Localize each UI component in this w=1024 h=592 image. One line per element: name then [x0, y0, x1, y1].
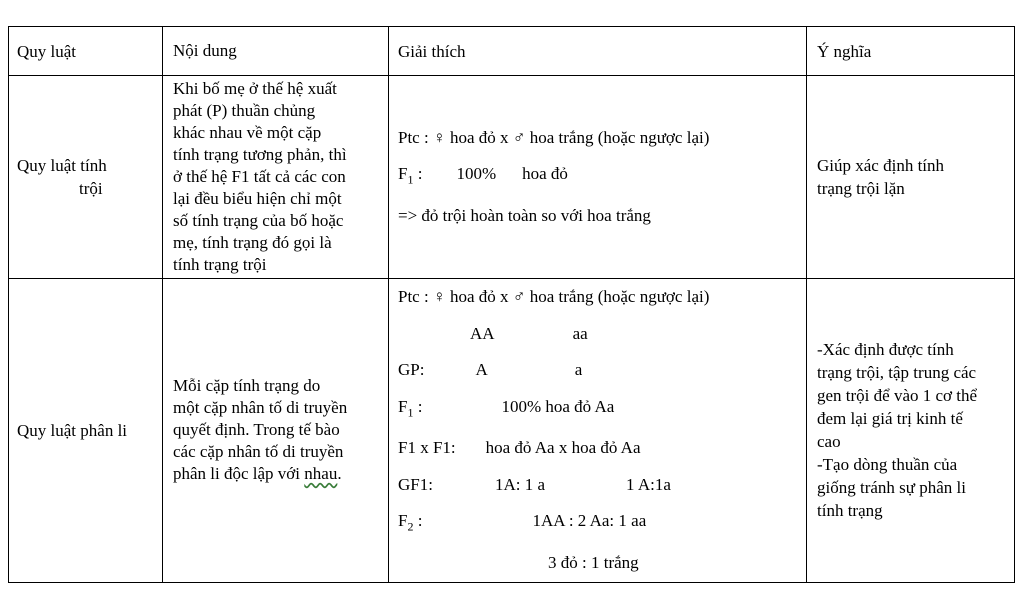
f1-percent: 100% [456, 164, 497, 184]
content-line: Khi bố mẹ ở thế hệ xuất [173, 79, 337, 98]
content-line: số tính trạng của bố hoặc [173, 211, 344, 230]
content-line: tính trạng trội [173, 255, 267, 274]
meaning-line: cao [817, 432, 841, 452]
gf1-label: GF1: [398, 474, 433, 494]
f1xf1-cross: hoa đỏ Aa x hoa đỏ Aa [485, 438, 641, 458]
f1-separator: : [413, 164, 423, 184]
meaning-segregation-cell [807, 279, 1015, 583]
meaning-dominance-cell [807, 76, 1015, 279]
cross-line: Ptc : ♀ hoa đỏ x ♂ hoa trắng (hoặc ngược lại) [398, 127, 710, 147]
gp-dominant: A [475, 360, 488, 379]
f1-label: F [398, 164, 408, 184]
meaning-line: giống tránh sự phân li [817, 478, 966, 498]
table-row-segregation [9, 279, 1015, 583]
meaning-line: đem lại giá trị kinh tế [817, 409, 963, 429]
f2-label: F [398, 511, 408, 531]
genotype-aa-recessive: aa [572, 323, 588, 343]
phenotype-ratio: 3 đỏ : 1 trắng [548, 553, 639, 573]
content-line-text: phân li độc lập với [173, 464, 305, 484]
law-line: Quy luật phân li [17, 420, 128, 440]
meaning-line: -Tạo dòng thuần của [817, 455, 958, 475]
f2-line [398, 503, 798, 545]
content-line: Mỗi cặp tính trạng do [173, 376, 321, 396]
meaning-line: -Xác định được tính [817, 340, 954, 360]
f2-genotype-ratio: 1AA : 2 Aa: 1 aa [532, 511, 647, 531]
meaning-line: gen trội để vào 1 cơ thể [817, 386, 978, 406]
f1-label: F [398, 396, 408, 416]
law-segregation-cell [9, 279, 163, 583]
f1-separator: : [413, 396, 423, 416]
header-meaning: Ý nghĩa [807, 27, 1015, 76]
explanation-segregation-cell [389, 279, 807, 583]
genotype-aa-dominant: AA [470, 323, 495, 343]
f1-line [398, 156, 798, 198]
table-row-dominance [9, 76, 1015, 279]
law-line: trội [79, 179, 103, 198]
f1xf1-line [398, 430, 798, 467]
content-line: các cặp nhân tố di truyền [173, 442, 344, 462]
law-line: Quy luật tính [17, 156, 107, 175]
spellcheck-word: nhau [304, 464, 338, 484]
header-row [9, 27, 1015, 76]
meaning-line: Giúp xác định tính [817, 156, 945, 175]
f1-subscript: 1 [407, 172, 414, 187]
meaning-line: trạng trội lặn [817, 179, 905, 198]
content-dominance-cell [163, 76, 389, 279]
conclusion-line: => đỏ trội hoàn toàn so với hoa trắng [398, 205, 651, 225]
explanation-dominance-cell [389, 76, 807, 279]
f1-line [398, 389, 798, 431]
content-line: quyết định. Trong tế bào [173, 420, 340, 440]
content-line: tính trạng tương phản, thì [173, 145, 347, 164]
gf1-gametes-2: 1 A:1a [626, 474, 671, 494]
gp-line [398, 352, 798, 389]
content-line: mẹ, tính trạng đó gọi là [173, 233, 332, 252]
content-line: lại đều biểu hiện chỉ một [173, 189, 342, 208]
content-line: phát (P) thuần chủng [173, 101, 316, 120]
gp-label: GP: [398, 360, 425, 379]
content-line: khác nhau về một cặp [173, 123, 322, 142]
content-line: ở thế hệ F1 tất cả các con [173, 167, 346, 186]
law-dominance-cell [9, 76, 163, 279]
genetics-laws-table [8, 26, 1015, 583]
f1xf1-label: F1 x F1: [398, 438, 456, 458]
gp-recessive: a [574, 360, 583, 379]
gf1-line [398, 467, 798, 504]
meaning-line: tính trạng [817, 501, 883, 521]
f2-separator: : [413, 511, 423, 531]
gf1-gametes-1: 1A: 1 a [494, 474, 546, 494]
header-content: Nội dung [163, 27, 389, 76]
content-line: một cặp nhân tố di truyền [173, 398, 348, 418]
content-line [173, 463, 384, 485]
f1-result: hoa đỏ [522, 164, 568, 184]
content-segregation-cell [163, 279, 389, 583]
genotype-line [398, 316, 798, 353]
header-explanation: Giải thích [389, 27, 807, 76]
header-law: Quy luật [9, 27, 163, 76]
cross-line: Ptc : ♀ hoa đỏ x ♂ hoa trắng (hoặc ngược lại) [398, 287, 710, 306]
f1-subscript: 1 [407, 404, 414, 419]
meaning-line: trạng trội, tập trung các [817, 363, 977, 383]
f2-subscript: 2 [407, 519, 414, 534]
content-line-end: . [337, 464, 342, 484]
f1-result: 100% hoa đỏ Aa [501, 396, 615, 416]
